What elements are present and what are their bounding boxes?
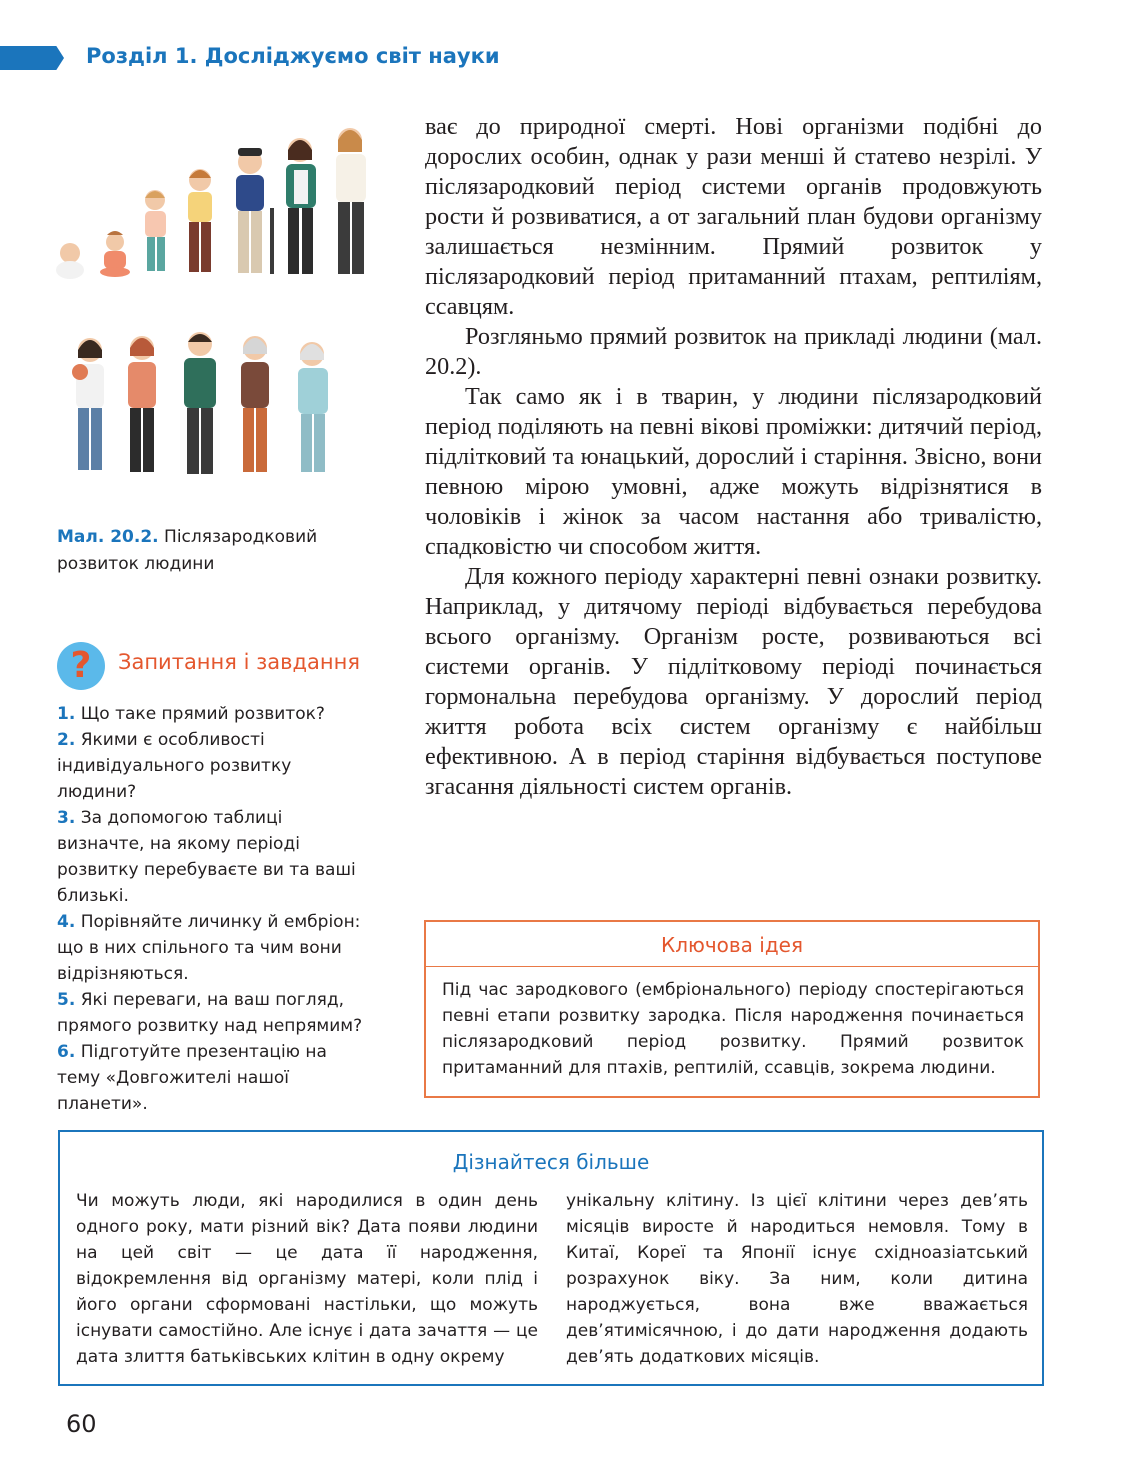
learn-more-column-1: Чи можуть люди, які народилися в один день одного року, мати різний вік? Дата появи людини на цей світ — це дата її народження, відокремлення від організму матері, коли плід і його органи сформовані настільки, що можуть існувати самостійно. Але існує і дата зачаття — це дата злиття батьківських клітин в одну окрему <box>76 1191 538 1367</box>
question-mark-icon: ? <box>57 642 105 690</box>
figure-caption-text: Післязародковий розвиток людини <box>57 527 318 574</box>
figure-caption-label: Мал. 20.2. <box>57 527 159 547</box>
main-text-column <box>425 112 1042 802</box>
question-number: 6. <box>57 1042 76 1062</box>
key-idea-text: Під час зародкового (ембріонального) періоду спостерігаються певні етапи розвитку зародка. Після народження починається післязародковий період розвитку. Прямий розвиток притаманний для птахів, рептилій, ссавців, зокрема людини. <box>442 980 1024 1078</box>
figure-adult-woman <box>336 128 366 274</box>
question-number: 2. <box>57 730 76 750</box>
question-item <box>57 909 373 987</box>
figure-mother-with-child <box>72 338 104 470</box>
question-text: Порівняйте личинку й ембріон: що в них спільного та чим вони відрізняються. <box>57 912 361 984</box>
learn-more-title: Дізнайтеся більше <box>452 1150 650 1174</box>
page-number: 60 <box>66 1410 97 1438</box>
question-item <box>57 1039 373 1117</box>
human-development-illustration <box>50 118 390 513</box>
figure-young-woman <box>286 138 316 274</box>
question-number: 3. <box>57 808 76 828</box>
question-item <box>57 701 373 727</box>
figure-teen-boy <box>236 148 274 274</box>
figure-toddler <box>100 231 130 277</box>
main-paragraph-2: Розгляньмо прямий розвиток на прикладі людини (мал. 20.2). <box>425 323 1042 380</box>
question-text: За допомогою таблиці визначте, на якому періоді розвитку перебуваєте ви та ваші близькі. <box>57 808 356 906</box>
main-paragraph-3: Так само як і в тварин, у людини післязародковий період поділяють на певні вікові проміжки: дитячий період, підлітковий та юнацький, дорослий і старіння. Звісно, вони певною мірою умовні, адже можуть відрізнятися в чоловіків і жінок за часом настання або тривалістю, спадковістю чи способом життя. <box>425 383 1042 560</box>
questions-title: Запитання і завдання <box>118 650 360 674</box>
row-children-to-teens <box>56 128 366 279</box>
question-item <box>57 987 373 1039</box>
question-number: 4. <box>57 912 76 932</box>
figure-middle-aged-woman <box>241 336 269 472</box>
figure-caption <box>57 524 387 578</box>
key-idea-title: Ключова ідея <box>426 922 1038 967</box>
main-paragraph-4: Для кожного періоду характерні певні ознаки розвитку. Наприклад, у дитячому періоді відбувається перебудова всього організму. Організм росте, розвиваються всі системи органів. У підлітковому періоді починається гормональна перебудова організму. У дорослий період життя робота всіх систем організму є найбільш ефективною. А в період старіння відбувається поступове згасання діяльності систем органів. <box>425 563 1042 800</box>
question-text: Що таке прямий розвиток? <box>80 704 325 724</box>
figure-elderly-woman <box>298 342 328 472</box>
questions-list <box>57 701 373 1117</box>
question-item <box>57 805 373 909</box>
question-number: 1. <box>57 704 76 724</box>
question-text: Підготуйте презентацію на тему «Довгожителі нашої планети». <box>57 1042 327 1114</box>
header-accent-bar <box>0 46 64 70</box>
section-title: Розділ 1. Досліджуємо світ науки <box>86 44 500 68</box>
row-adults-to-elderly <box>72 332 328 474</box>
question-item <box>57 727 373 805</box>
learn-more-column-2: унікальну клітину. Із цієї клітини через дев’ять місяців виросте й народиться немовля. Тому в Китаї, Кореї та Японії існує східноазіатський розрахунок віку. За ним, коли дитина народжується, вона вже вважається дев’ятимісячною, і до дати народження додають дев’ять додаткових місяців. <box>566 1191 1028 1367</box>
learn-more-box <box>58 1130 1044 1386</box>
question-text: Якими є особливості індивідуального розвитку людини? <box>57 730 292 802</box>
main-paragraph-1: ває до природної смерті. Нові організми подібні до дорослих особин, однак у рази менші й статево незрілі. У післязародковий період системи органів продовжують рости й розвиватися, а от загальний план будови організму залишається незмінним. Прямий розвиток у післязародковий період притаманний птахам, рептиліям, ссавцям. <box>425 113 1042 320</box>
key-idea-box <box>424 920 1040 1098</box>
figure-woman-with-bag <box>128 336 156 472</box>
figure-baby <box>56 243 84 279</box>
question-number: 5. <box>57 990 76 1010</box>
figure-child <box>145 190 166 271</box>
question-text: Які переваги, на ваш погляд, прямого розвитку над непрямим? <box>57 990 363 1036</box>
figure-man <box>184 332 216 474</box>
figure-kid <box>188 169 212 272</box>
